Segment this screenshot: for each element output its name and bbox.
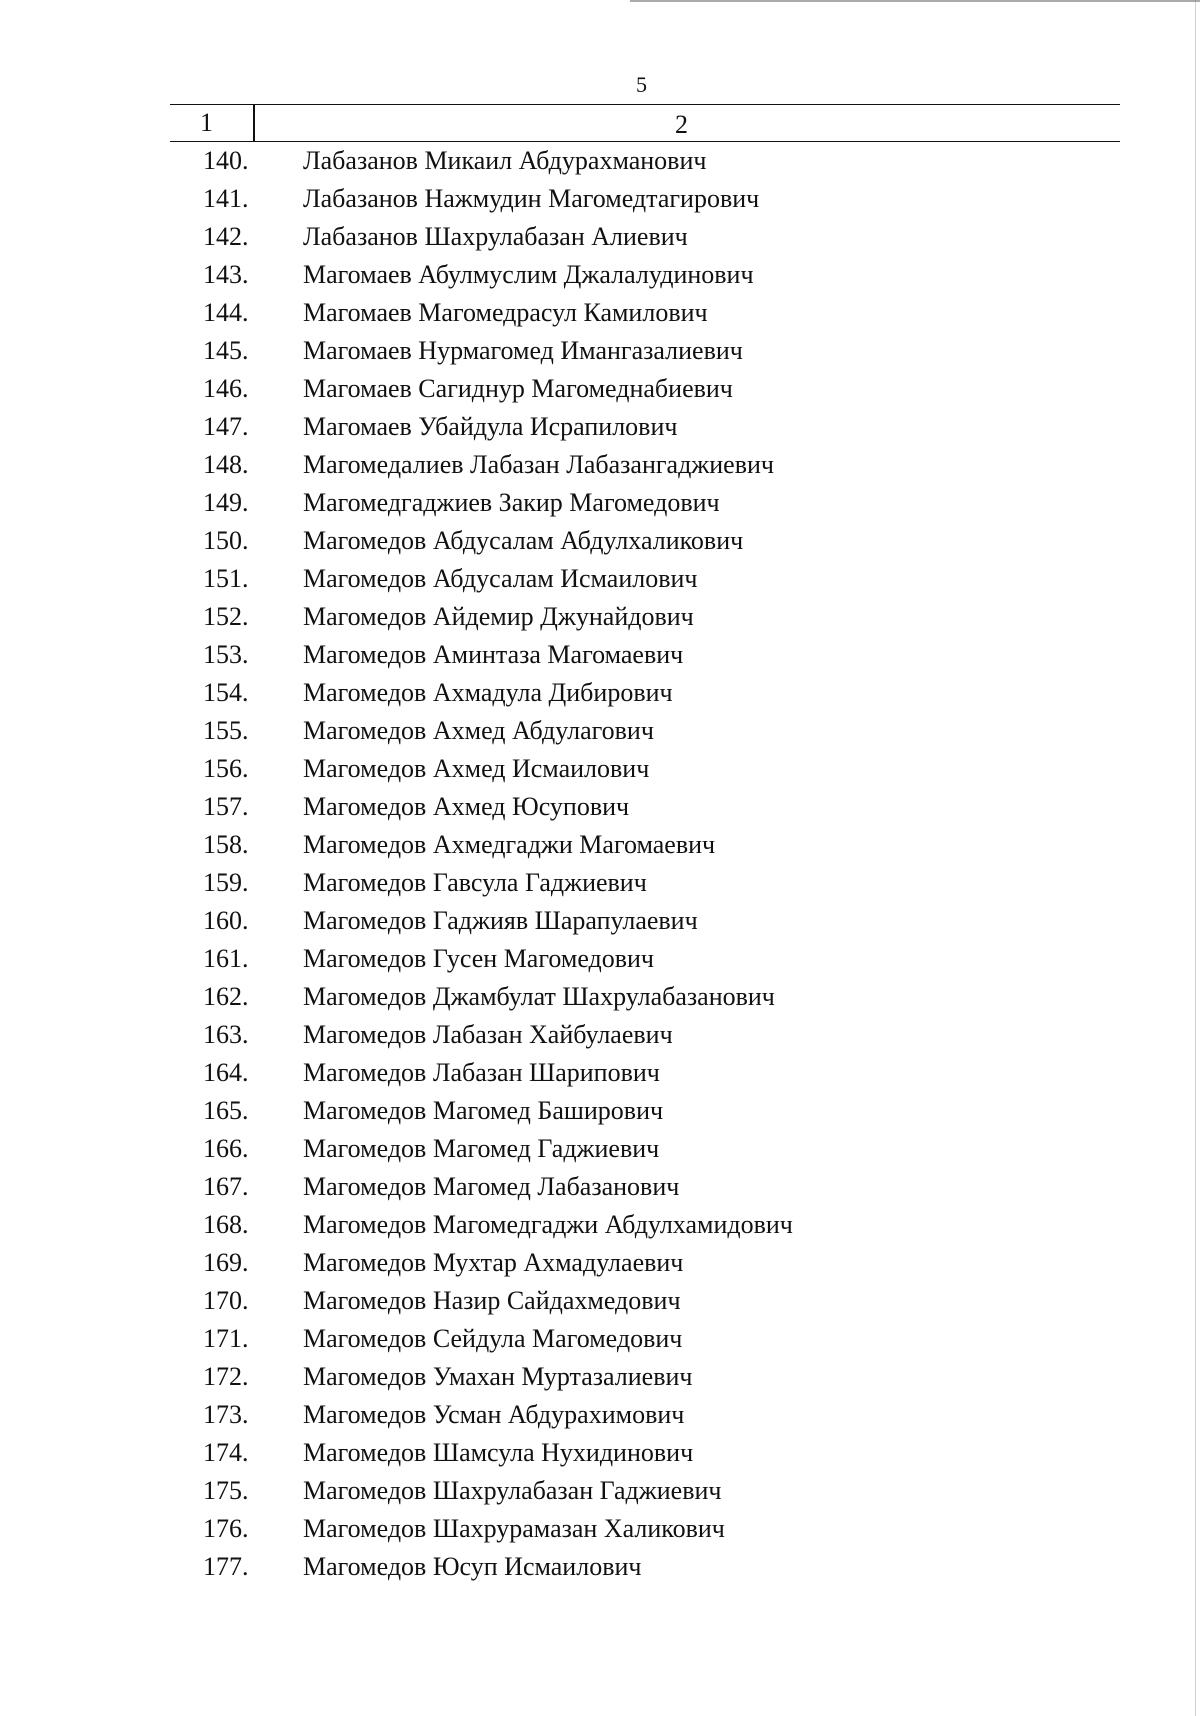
person-name: Магомедов Сейдула Магомедович [303, 1324, 683, 1353]
person-name: Магомедов Назир Сайдахмедович [303, 1286, 681, 1315]
row-number: 147. [203, 412, 249, 441]
row-number: 153. [203, 640, 249, 669]
person-name: Магомедов Умахан Муртазалиевич [303, 1362, 693, 1391]
person-name: Магомедов Магомед Лабазанович [303, 1172, 680, 1201]
table-row [0, 294, 1200, 332]
table-row [0, 1320, 1200, 1358]
row-number: 175. [203, 1476, 249, 1505]
table-row [0, 560, 1200, 598]
table-header [170, 104, 1120, 142]
table-row [0, 1472, 1200, 1510]
row-number: 166. [203, 1134, 249, 1163]
row-number: 140. [203, 146, 249, 175]
row-number: 149. [203, 488, 249, 517]
person-name: Магомедов Магомед Баширович [303, 1096, 664, 1125]
row-number: 163. [203, 1020, 249, 1049]
table-row [0, 408, 1200, 446]
table-row [0, 332, 1200, 370]
table-row [0, 1130, 1200, 1168]
row-number: 172. [203, 1362, 249, 1391]
table-row [0, 864, 1200, 902]
row-number: 144. [203, 298, 249, 327]
row-number: 171. [203, 1324, 249, 1353]
person-name: Магомедов Усман Абдурахимович [303, 1400, 685, 1429]
person-name: Магомедов Шамсула Нухидинович [303, 1438, 694, 1467]
table-body [0, 142, 1200, 1586]
row-number: 176. [203, 1514, 249, 1543]
person-name: Магомедов Лабазан Шарипович [303, 1058, 660, 1087]
header-column-divider [253, 105, 255, 141]
table-row [0, 180, 1200, 218]
table-row [0, 712, 1200, 750]
row-number: 150. [203, 526, 249, 555]
row-number: 141. [203, 184, 249, 213]
row-number: 158. [203, 830, 249, 859]
person-name: Магомедгаджиев Закир Магомедович [303, 488, 720, 517]
row-number: 142. [203, 222, 249, 251]
row-number: 170. [203, 1286, 249, 1315]
person-name: Магомедов Ахмедгаджи Магомаевич [303, 830, 716, 859]
person-name: Лабазанов Нажмудин Магомедтагирович [303, 184, 760, 213]
row-number: 151. [203, 564, 249, 593]
person-name: Магомедов Ахмадула Дибирович [303, 678, 673, 707]
table-row [0, 1016, 1200, 1054]
person-name: Магомедов Ахмед Исмаилович [303, 754, 650, 783]
person-name: Магомедов Шахрурамазан Халикович [303, 1514, 725, 1543]
table-row [0, 484, 1200, 522]
row-number: 143. [203, 260, 249, 289]
row-number: 145. [203, 336, 249, 365]
table-row [0, 674, 1200, 712]
table-row [0, 1358, 1200, 1396]
person-name: Магомаев Убайдула Исрапилович [303, 412, 678, 441]
row-number: 161. [203, 944, 249, 973]
person-name: Магомаев Нурмагомед Имангазалиевич [303, 336, 743, 365]
table-row [0, 1054, 1200, 1092]
table-row [0, 598, 1200, 636]
table-row [0, 978, 1200, 1016]
row-number: 155. [203, 716, 249, 745]
table-row [0, 142, 1200, 180]
table-row [0, 940, 1200, 978]
table-row [0, 750, 1200, 788]
person-name: Магомедов Мухтар Ахмадулаевич [303, 1248, 684, 1277]
header-column-name: 2 [675, 110, 688, 139]
table-row [0, 522, 1200, 560]
row-number: 177. [203, 1552, 249, 1581]
table-row [0, 446, 1200, 484]
table-row [0, 1396, 1200, 1434]
person-name: Магомедов Магомед Гаджиевич [303, 1134, 660, 1163]
row-number: 168. [203, 1210, 249, 1239]
person-name: Магомедов Ахмед Абдулагович [303, 716, 654, 745]
table-row [0, 1168, 1200, 1206]
table-row [0, 1092, 1200, 1130]
person-name: Магомедов Ахмед Юсупович [303, 792, 630, 821]
person-name: Магомедов Абдусалам Исмаилович [303, 564, 698, 593]
table-row [0, 256, 1200, 294]
person-name: Магомедов Джамбулат Шахрулабазанович [303, 982, 775, 1011]
row-number: 169. [203, 1248, 249, 1277]
table-row [0, 1510, 1200, 1548]
person-name: Магомедов Юсуп Исмаилович [303, 1552, 642, 1581]
person-name: Магомаев Сагиднур Магомеднабиевич [303, 374, 733, 403]
person-name: Магомедов Гаджияв Шарапулаевич [303, 906, 698, 935]
table-row [0, 1434, 1200, 1472]
page-number: 5 [636, 72, 647, 97]
person-name: Магомаев Абулмуслим Джалалудинович [303, 260, 754, 289]
table-row [0, 1244, 1200, 1282]
person-name: Магомедов Аминтаза Магомаевич [303, 640, 684, 669]
row-number: 173. [203, 1400, 249, 1429]
table-row [0, 370, 1200, 408]
row-number: 164. [203, 1058, 249, 1087]
row-number: 160. [203, 906, 249, 935]
person-name: Магомедов Гусен Магомедович [303, 944, 655, 973]
table-row [0, 788, 1200, 826]
row-number: 165. [203, 1096, 249, 1125]
table-row [0, 902, 1200, 940]
person-name: Магомедов Абдусалам Абдулхаликович [303, 526, 744, 555]
row-number: 157. [203, 792, 249, 821]
table-row [0, 1206, 1200, 1244]
row-number: 146. [203, 374, 249, 403]
scan-edge-mark [630, 0, 1200, 2]
row-number: 174. [203, 1438, 249, 1467]
person-name: Магомедов Шахрулабазан Гаджиевич [303, 1476, 722, 1505]
person-name: Магомаев Магомедрасул Камилович [303, 298, 708, 327]
row-number: 152. [203, 602, 249, 631]
table-row [0, 1282, 1200, 1320]
row-number: 162. [203, 982, 249, 1011]
person-name: Магомедов Гавсула Гаджиевич [303, 868, 647, 897]
person-name: Магомедов Лабазан Хайбулаевич [303, 1020, 673, 1049]
person-name: Магомедов Магомедгаджи Абдулхамидович [303, 1210, 793, 1239]
table-row [0, 826, 1200, 864]
row-number: 148. [203, 450, 249, 479]
table-row [0, 218, 1200, 256]
person-name: Магомедалиев Лабазан Лабазангаджиевич [303, 450, 774, 479]
table-row [0, 636, 1200, 674]
person-name: Лабазанов Микаил Абдурахманович [303, 146, 707, 175]
table-row [0, 1548, 1200, 1586]
header-column-number: 1 [200, 108, 213, 137]
row-number: 167. [203, 1172, 249, 1201]
row-number: 156. [203, 754, 249, 783]
person-name: Лабазанов Шахрулабазан Алиевич [303, 222, 688, 251]
row-number: 159. [203, 868, 249, 897]
person-name: Магомедов Айдемир Джунайдович [303, 602, 694, 631]
row-number: 154. [203, 678, 249, 707]
